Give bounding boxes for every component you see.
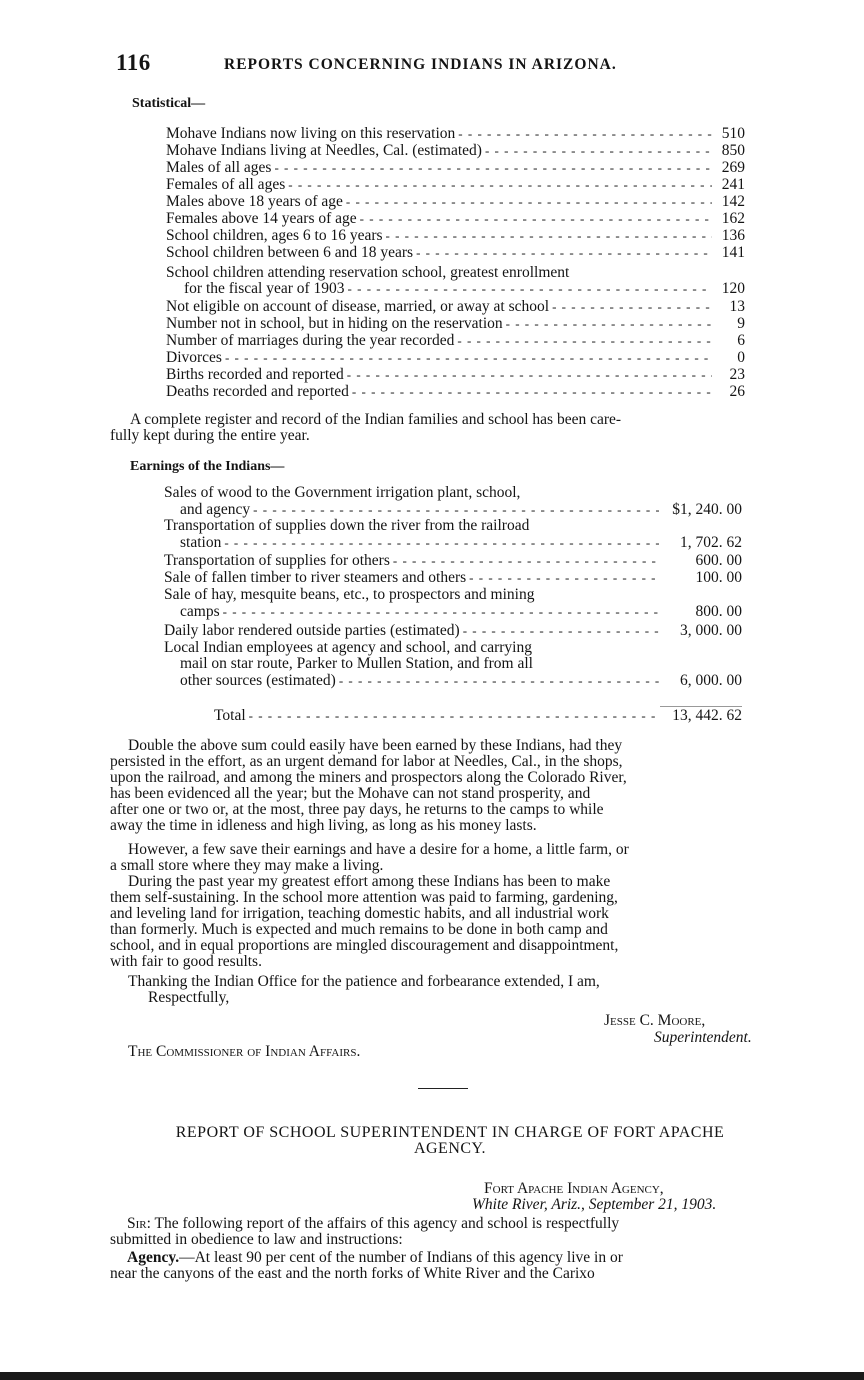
addressee: The Commissioner of Indian Affairs. [128,1043,361,1060]
row-value: 800. 00 [695,603,742,620]
stat-row [166,177,745,194]
row-value: 1, 702. 62 [680,534,742,551]
body-line: a small store where they may make a living. [110,857,384,874]
leader-dots [458,126,712,142]
row-value: 269 [721,159,745,176]
scan-edge [0,1372,864,1380]
earnings-total-row [214,708,742,725]
total-label: Total [214,707,246,724]
body-line: However, a few save their earnings and have a desire for a home, a little farm, or [128,841,629,858]
row-value: 141 [721,244,745,261]
row-label: Sale of fallen timber to river steamers and others [164,569,467,586]
leader-dots [393,553,659,569]
earn-row [164,623,742,640]
row-label: and agency [180,501,251,518]
leader-dots [552,299,712,315]
body-line: Thanking the Indian Office for the patience and forbearance extended, I am, [128,973,600,990]
signature-name: Jesse C. Moore, [604,1012,706,1029]
leader-dots [249,708,659,724]
stat-row [166,228,745,245]
leader-dots [416,245,712,261]
row-value: 9 [737,315,745,332]
row-label: Births recorded and reported [166,366,344,383]
row-label: Transportation of supplies for others [164,552,390,569]
earn-row [180,656,742,673]
row-label: Deaths recorded and reported [166,383,349,400]
row-label: Males of all ages [166,159,272,176]
leader-dots [253,502,659,518]
stat-row [166,316,745,333]
stat-row [166,194,745,211]
body-line: after one or two or, at the most, three pay days, he returns to the camps to while [110,801,604,818]
earnings-heading: Earnings of the Indians— [130,459,285,474]
salutation-line-1 [127,1216,619,1232]
page-number: 116 [116,50,151,75]
earn-row [164,518,742,535]
stat-row [166,384,745,401]
earn-row [164,553,742,570]
body-line: and leveling land for irrigation, teaching domestic habits, and all industrial work [110,905,609,922]
body-line: persisted in the effort, as an urgent demand for labor at Needles, Cal., in the shops, [110,753,623,770]
agency-text-1: —At least 90 per cent of the number of Indians of this agency live in or [179,1249,623,1266]
row-value: 6 [737,332,745,349]
row-value: 162 [721,210,745,227]
salutation-line-2: submitted in obedience to law and instructions: [110,1231,403,1248]
stat-row [184,281,745,298]
row-value: 142 [721,193,745,210]
row-label: Females of all ages [166,176,286,193]
body-line: has been evidenced all the year; but the Mohave can not stand prosperity, and [110,785,591,802]
row-label: Mohave Indians living at Needles, Cal. (estimated) [166,142,482,159]
earn-row [180,535,742,552]
row-label: Sales of wood to the Government irrigation plant, school, [164,484,521,501]
stat-row [166,211,745,228]
running-title: REPORTS CONCERNING INDIANS IN ARIZONA. [224,56,617,73]
row-label: Divorces [166,349,222,366]
body-line: with fair to good results. [110,953,262,970]
row-label: for the fiscal year of 1903 [184,280,345,297]
leader-dots [225,350,712,366]
row-label: Local Indian employees at agency and school, and carrying [164,639,532,656]
sir-label: Sir: [127,1215,151,1232]
register-note-line-1: A complete register and record of the Indian families and school has been care- [130,411,622,428]
row-value: 850 [721,142,745,159]
stat-row [166,299,745,316]
body-line: them self-sustaining. In the school more attention was paid to farming, gardening, [110,889,618,906]
leader-dots [348,281,712,297]
report-date: White River, Ariz., September 21, 1903. [472,1196,717,1213]
row-label: mail on star route, Parker to Mullen Station, and from all [180,655,533,672]
row-value: 6, 000. 00 [680,672,742,689]
stat-row [166,245,745,262]
register-note-line-2: fully kept during the entire year. [110,427,310,444]
total-value: 13, 442. 62 [672,707,742,724]
row-label: Males above 18 years of age [166,193,343,210]
row-value: 510 [721,125,745,142]
leader-dots [274,160,712,176]
leader-dots [223,604,659,620]
leader-dots [352,384,712,400]
row-value: 241 [721,176,745,193]
statistical-heading: Statistical— [132,96,206,111]
row-label: Not eligible on account of disease, married, or away at school [166,298,550,315]
row-label: other sources (estimated) [180,672,336,689]
stat-row [166,160,745,177]
row-value: 3, 000. 00 [680,622,742,639]
leader-dots [288,177,712,193]
agency-label: Agency. [127,1249,180,1266]
row-label: Mohave Indians now living on this reservation [166,125,456,142]
row-value: 0 [737,349,745,366]
body-line: Double the above sum could easily have been earned by these Indians, had they [128,737,623,754]
leader-dots [457,333,712,349]
row-label: School children between 6 and 18 years [166,244,414,261]
section-divider [418,1088,468,1089]
stat-row [166,126,745,143]
leader-dots [360,211,712,227]
row-value: 13 [729,298,745,315]
row-label: Number not in school, but in hiding on the reservation [166,315,503,332]
row-label: Daily labor rendered outside parties (estimated) [164,622,460,639]
stat-row [166,367,745,384]
row-label: camps [180,603,220,620]
body-line: Respectfully, [148,989,230,1006]
leader-dots [346,194,712,210]
row-label: School children attending reservation school, greatest enrollment [166,264,570,281]
row-label: station [180,534,222,551]
row-value: 120 [721,280,745,297]
leader-dots [485,143,712,159]
row-value: 100. 00 [695,569,742,586]
leader-dots [463,623,659,639]
report-title-line-1: REPORT OF SCHOOL SUPERINTENDENT IN CHARGE OF FORT APACHE [175,1124,725,1141]
leader-dots [224,535,659,551]
row-label: School children, ages 6 to 16 years [166,227,383,244]
leader-dots [386,228,712,244]
body-line: away the time in idleness and high living, as long as his money lasts. [110,817,537,834]
row-value: 23 [729,366,745,383]
row-label: Transportation of supplies down the river from the railroad [164,517,530,534]
report-title-line-2: AGENCY. [413,1140,487,1157]
body-line: school, and in equal proportions are mingled discouragement and disappointment, [110,937,619,954]
earn-row [180,604,742,621]
stat-row [166,333,745,350]
earn-row [164,570,742,587]
body-line: During the past year my greatest effort among these Indians has been to make [128,873,611,890]
row-value: 600. 00 [695,552,742,569]
body-line: than formerly. Much is expected and much remains to be done in both camp and [110,921,608,938]
row-label: Females above 14 years of age [166,210,357,227]
leader-dots [469,570,659,586]
agency-paragraph-line-1 [127,1250,623,1266]
body-line: upon the railroad, and among the miners and prospectors along the Colorado River, [110,769,627,786]
stat-row [166,350,745,367]
earn-row [164,587,742,604]
stat-row [166,143,745,160]
earn-row [180,673,742,690]
leader-dots [506,316,712,332]
leader-dots [347,367,712,383]
row-value: $1, 240. 00 [672,501,742,518]
signature-title: Superintendent. [654,1029,752,1046]
agency-place: Fort Apache Indian Agency, [484,1180,664,1197]
earn-row [164,485,742,502]
row-label: Number of marriages during the year recorded [166,332,455,349]
agency-paragraph-line-2: near the canyons of the east and the north forks of White River and the Carixo [110,1265,595,1282]
row-label: Sale of hay, mesquite beans, etc., to prospectors and mining [164,586,535,603]
row-value: 26 [729,383,745,400]
leader-dots [339,673,659,689]
salutation-text-1: The following report of the affairs of this agency and school is respectfully [154,1215,620,1232]
row-value: 136 [721,227,745,244]
